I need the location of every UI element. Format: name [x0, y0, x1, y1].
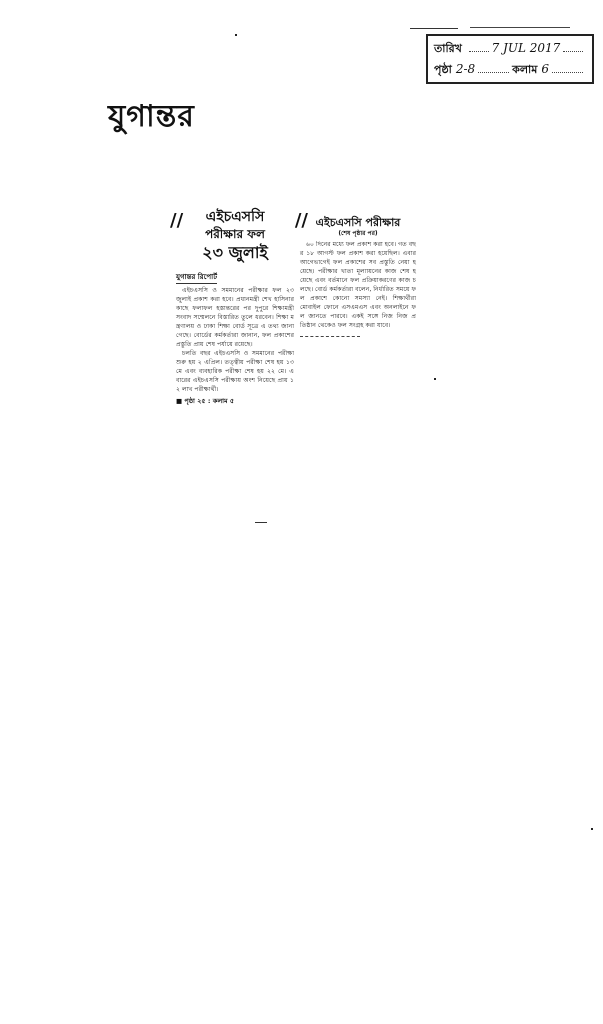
scan-speck: [591, 828, 593, 830]
headline-slash-mark: //: [170, 210, 184, 231]
stamp-page-label: পৃষ্ঠা: [434, 63, 452, 76]
headline-line-1: এইচএসসি: [205, 209, 265, 225]
article-left-headline: [170, 208, 308, 264]
clipping-date-stamp: [426, 34, 594, 84]
stamp-column-label: কলাম: [512, 63, 538, 76]
headline-line-2: পরীক্ষার ফল: [205, 227, 265, 241]
stamp-dotted-line: [469, 41, 489, 52]
stamp-dotted-line: [552, 62, 583, 73]
stamp-date-row: [434, 38, 586, 59]
article-end-rule: [300, 336, 360, 338]
scan-speck: [434, 378, 436, 380]
article-paragraph: ৬০ দিনের মধ্যে ফল প্রকাশ করা হবে। গত বছর ১৮ আগস্ট ফল প্রকাশ করা হয়েছিল। এবার আগেভাগেই ফল প্রকাশের সব প্রস্তুতি নেয়া হয়েছে। পরীক্ষার খাতা মূল্যায়নের কাজ শেষ হয়েছে এবং বর্তমানে ফল প্রক্রিয়াকরণের কাজ চলছে। বোর্ড কর্মকর্তারা বলেন, নির্ধারিত সময়ে ফল প্রকাশে কোনো সমস্যা নেই। শিক্ষার্থীরা মোবাইল ফোনে এসএমএস এবং অনলাইনে ফল জানতে পারবে। একই সঙ্গে নিজ নিজ প্রতিষ্ঠান থেকেও ফল সংগ্রহ করা যাবে।: [300, 241, 416, 329]
stamp-dotted-line: [478, 62, 509, 73]
article-left: [170, 208, 308, 407]
stamp-column-value: 6: [541, 62, 549, 76]
article-right-body: [300, 240, 416, 330]
stamp-page-value: 2-8: [455, 62, 476, 76]
article-right: [300, 216, 416, 338]
article-byline: যুগান্তর রিপোর্ট: [176, 271, 217, 284]
scan-speck: [235, 34, 237, 36]
article-paragraph: চলতি বছর এইচএসসি ও সমমানের পরীক্ষা শুরু হয় ২ এপ্রিল। তত্ত্বীয় পরীক্ষা শেষ হয় ১৩ মে এবং ব্যবহারিক পরীক্ষা শেষ হয় ২২ মে। এবারের এইচএসসি পরীক্ষায় অংশ নিয়েছে প্রায় ১২ লাখ পরীক্ষার্থী।: [176, 350, 294, 393]
stamp-date-label: তারিখ: [434, 42, 462, 55]
headline-line-3: ২৩ জুলাই: [202, 243, 268, 262]
scan-mark: [255, 522, 267, 523]
article-paragraph: এইচএসসি ও সমমানের পরীক্ষার ফল ২৩ জুলাই প্রকাশ করা হবে। প্রধানমন্ত্রী শেখ হাসিনার কাছে ফলাফল হস্তান্তরের পর দুপুরে শিক্ষামন্ত্রী সংবাদ সম্মেলনে বিস্তারিত তুলে ধরবেন। শিক্ষা মন্ত্রণালয় ও ঢাকা শিক্ষা বোর্ড সূত্রে এ তথ্য জানা গেছে। বোর্ডের কর্মকর্তারা জানান, ফল প্রকাশের প্রস্তুতি প্রায় শেষ পর্যায়ে রয়েছে।: [176, 287, 294, 348]
top-scan-rule: [470, 27, 570, 28]
stamp-date-value: 7 JUL 2017: [491, 41, 561, 55]
newspaper-masthead: যুগান্তর: [108, 99, 195, 134]
article-left-body: [176, 286, 294, 394]
top-scan-rule: [410, 28, 458, 29]
stamp-dotted-line: [563, 41, 583, 52]
article-right-headline: এইচএসসি পরীক্ষার: [315, 216, 401, 229]
continued-on-note: ■ পৃষ্ঠা ২৫ : কলাম ৫: [176, 397, 235, 405]
article-right-subheading: (শেষ পৃষ্ঠার পর): [338, 230, 378, 237]
headline-slash-mark: //: [294, 210, 308, 231]
stamp-page-row: [434, 59, 586, 80]
